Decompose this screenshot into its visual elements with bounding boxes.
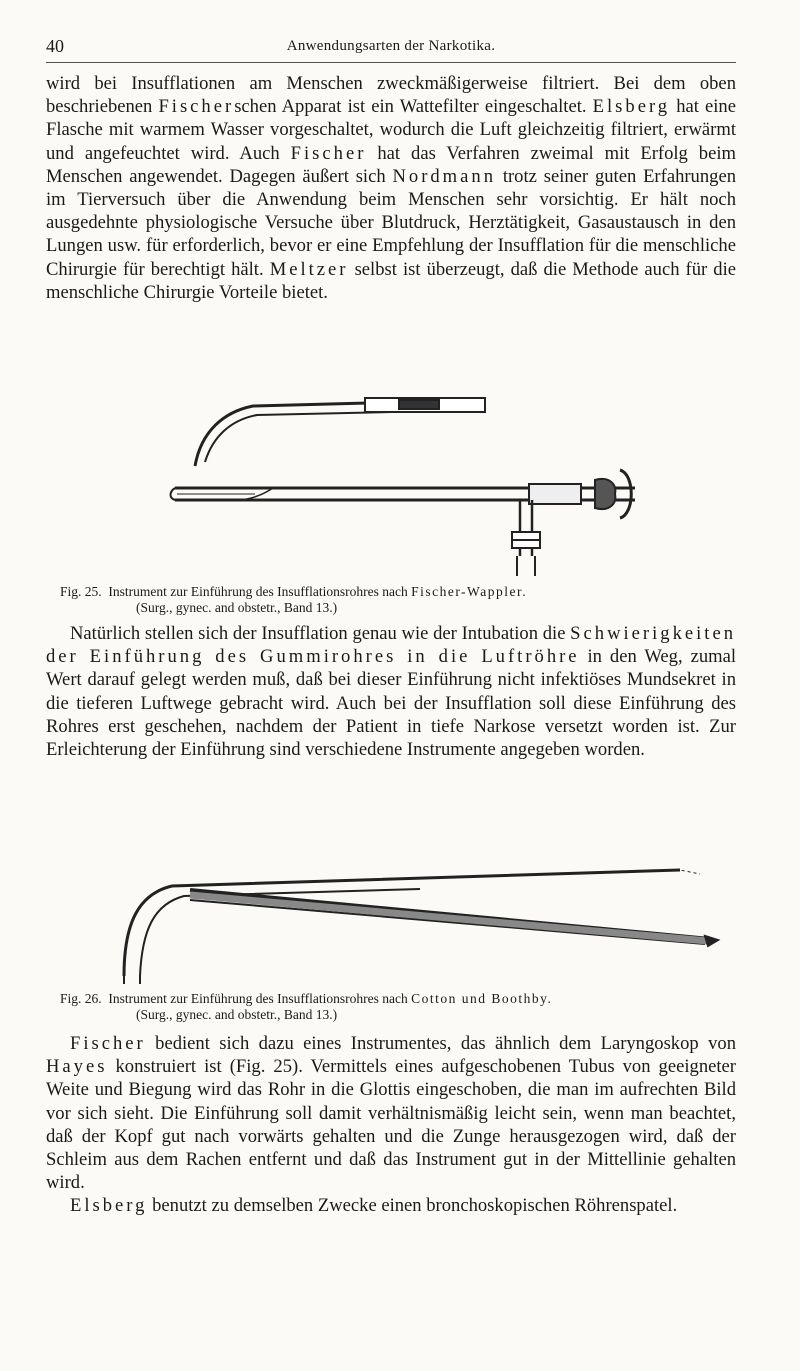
figure-label: Fig. 25. (60, 584, 102, 599)
author-name: Fischer (290, 142, 367, 164)
para1-text-4: hat das Verfahren zweimal mit Erfolg beim Menschen angewendet. Dagegen äußert sich (46, 142, 736, 187)
figure-label: Fig. 26. (60, 991, 102, 1006)
paragraph-3 (46, 1032, 736, 1218)
figure-25-caption (60, 584, 740, 616)
header-rule (46, 62, 736, 63)
caption-author: Fischer-Wappler. (411, 584, 528, 599)
para1-text-3: hat eine Flasche mit warmem Wasser vorgeschaltet, wodurch die Luft gleichzeitig filtriert, erwärmt und angefeuchtet wird. Auch (46, 96, 736, 164)
author-name: Nordmann (392, 165, 496, 187)
caption-source: (Surg., gynec. and obstetr., Band 13.) (136, 1007, 338, 1022)
figure-25-illustration (165, 384, 635, 584)
para1-text-5: trotz seiner guten Erfahrungen im Tierversuch über die Anwendung beim Menschen sehr vorsichtig. Er hält noch ausgedehnte physiologische Versuche über Blutdruck, Herztätigkeit, Gasaustausch in den Lungen usw. für erforderlich, bevor er eine Empfehlung der Insufflation für die menschliche Chirurgie für berechtigt hält. (46, 165, 736, 280)
caption-source: (Surg., gynec. and obstetr., Band 13.) (136, 600, 338, 615)
author-name: Elsberg (70, 1195, 148, 1217)
page-number: 40 (46, 36, 64, 56)
para1-text-1: wird bei Insufflationen am Menschen zweckmäßigerweise filtriert. Bei dem oben beschriebenen (46, 73, 736, 118)
caption-text: Instrument zur Einführung des Insufflationsrohres nach (108, 991, 412, 1006)
paragraph-1 (46, 72, 736, 304)
caption-author: Cotton und Boothby. (411, 991, 553, 1006)
author-name: Meltzer (269, 258, 349, 280)
author-name: Fischer (70, 1033, 146, 1054)
author-name: Hayes (46, 1056, 108, 1078)
caption-text: Instrument zur Einführung des Insufflationsrohres nach (108, 584, 412, 599)
para1-text-6: selbst ist überzeugt, daß die Methode auch für die menschliche Chirurgie Vorteile bietet. (46, 258, 736, 303)
author-name: Fischer (158, 96, 235, 118)
figure-26-caption (60, 991, 740, 1023)
emphasized-text: Schwierigkeiten der Einführung des Gummirohres in die Luftröhre (46, 623, 736, 668)
para2-text-2: in den Weg, zumal Wert darauf gelegt werden muß, daß bei dieser Einführung nicht infektiöses Mundsekret in die tieferen Luftwege gebracht wird. Auch bei der Insufflation soll diese Einführung des Rohres erst geschehen, nachdem der Patient in tiefe Narkose versetzt worden ist. Zur Erleichterung der Einführung sind verschiedene Instrumente angegeben worden. (46, 646, 737, 761)
paragraph-2 (46, 622, 736, 761)
para2-text-1: Natürlich stellen sich der Insufflation genau wie der Intubation die (70, 623, 571, 644)
running-head: Anwendungsarten der Narkotika. (286, 38, 496, 54)
para1-text-2: schen Apparat ist ein Wattefilter eingeschaltet. (234, 96, 593, 118)
page-header (46, 36, 736, 60)
para3-text-2: konstruiert ist (Fig. 25). Vermittels eines aufgeschobenen Tubus von geeigneter Weite und Biegung wird das Rohr in die Glottis eingeschoben, die man im aufrechten Bild vor sich sieht. Die Einführung soll damit verhältnismäßig leicht sein, wenn man beachtet, daß der Kopf gut nach vorwärts gehalten und die Zunge herausgezogen wird, daß der Schleim aus dem Rachen entfernt und daß das Instrument gut in der Mittellinie gehalten wird. (46, 1056, 736, 1194)
para3-text-1: bedient sich dazu eines Instrumentes, das ähnlich dem Laryngoskop von (145, 1033, 736, 1054)
author-name: Elsberg (592, 96, 671, 118)
figure-26-illustration (120, 864, 740, 984)
para4-text-1: benutzt zu demselben Zwecke einen bronchoskopischen Röhrenspatel. (147, 1195, 678, 1217)
